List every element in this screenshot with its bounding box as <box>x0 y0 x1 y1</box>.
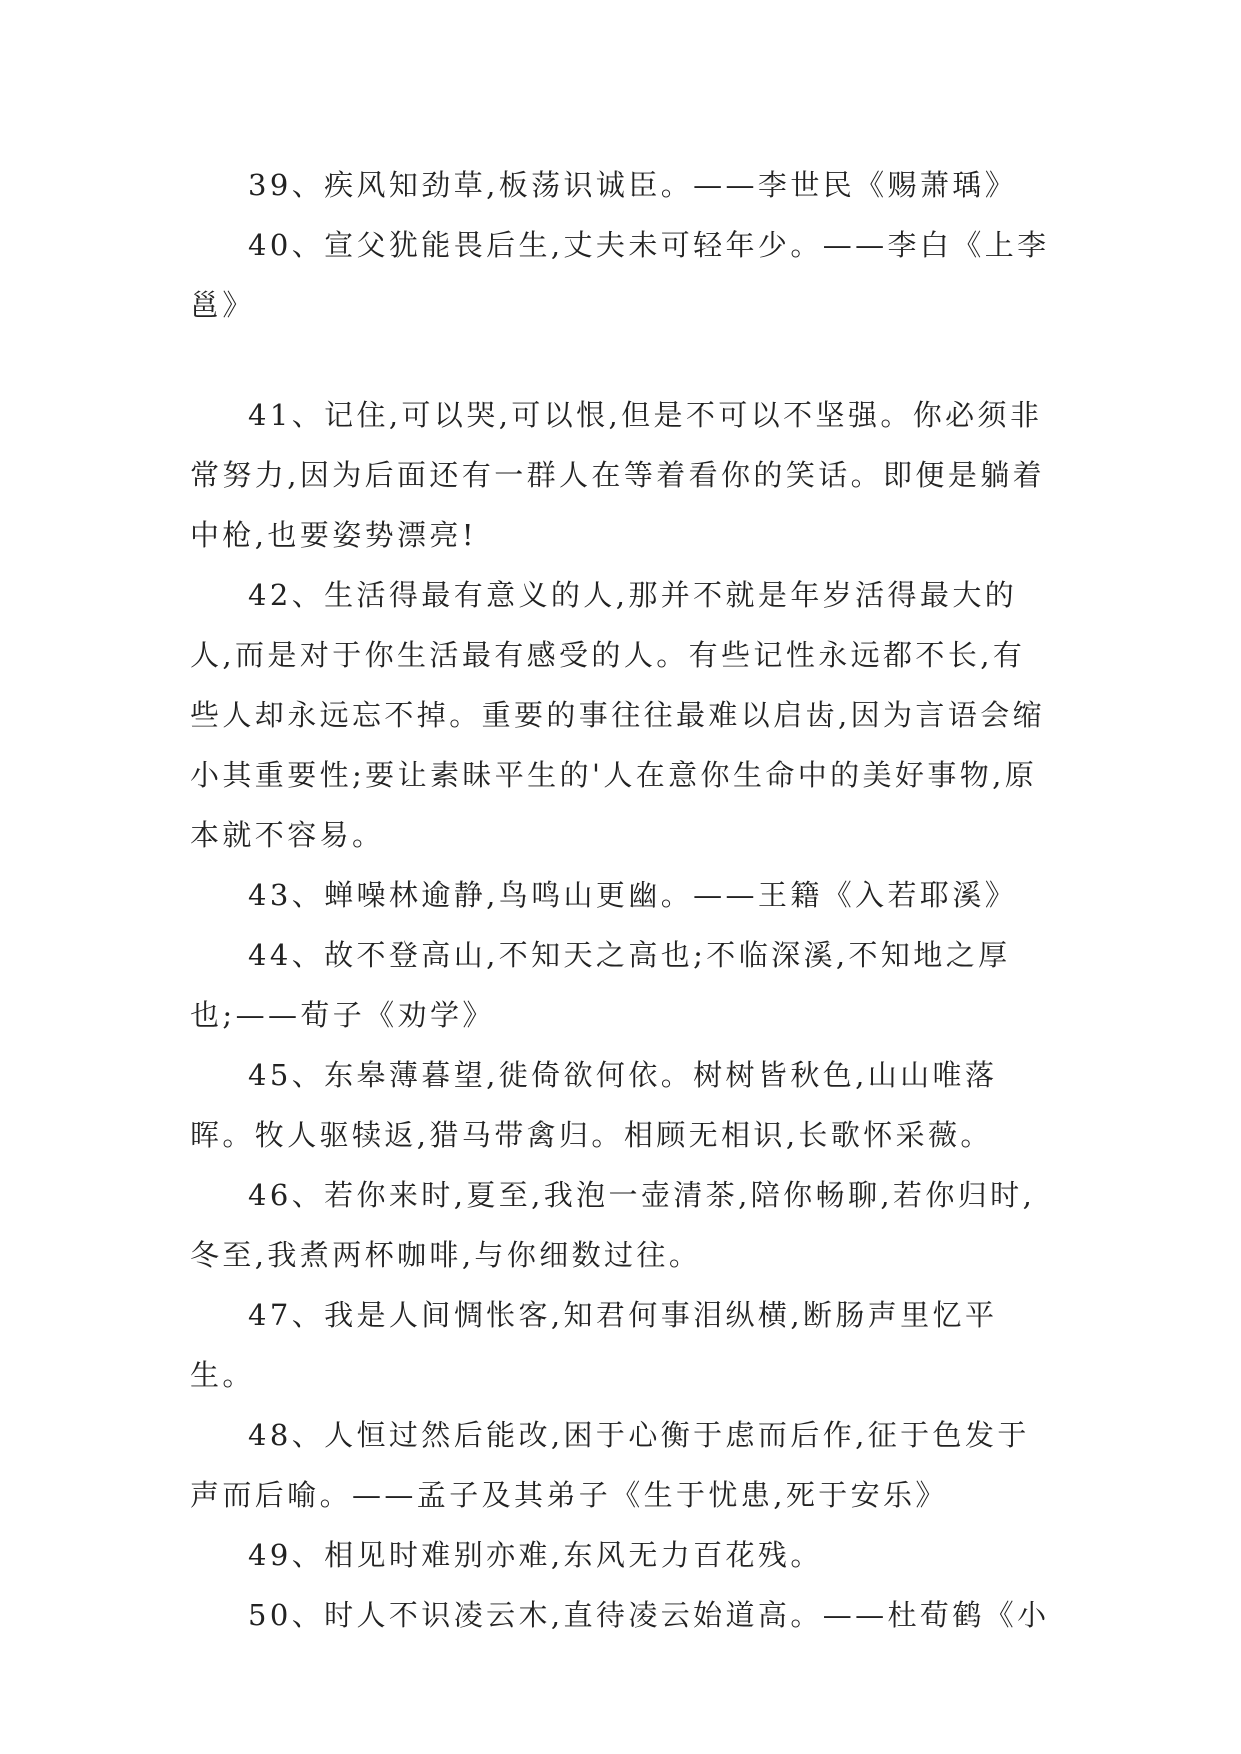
quote-45: 45、东皋薄暮望,徙倚欲何依。树树皆秋色,山山唯落晖。牧人驱犊返,猎马带禽归。相顾无相识,长歌怀采薇。 <box>190 1058 998 1152</box>
quote-50: 50、时人不识凌云木,直待凌云始道高。——杜荀鹤《小 <box>248 1598 1050 1632</box>
quote-43: 43、蝉噪林逾静,鸟鸣山更幽。——王籍《入若耶溪》 <box>248 878 1018 912</box>
document-body <box>190 155 1050 1645</box>
quote-47: 47、我是人间惆怅客,知君何事泪纵横,断肠声里忆平生。 <box>190 1298 998 1392</box>
quote-39: 39、疾风知劲草,板荡识诚臣。——李世民《赐萧瑀》 <box>248 168 1018 202</box>
quote-40: 40、宣父犹能畏后生,丈夫未可轻年少。——李白《上李邕》 <box>190 228 1050 322</box>
quote-46: 46、若你来时,夏至,我泡一壶清茶,陪你畅聊,若你归时,冬至,我煮两杯咖啡,与你细数过往。 <box>190 1178 1036 1272</box>
quote-48: 48、人恒过然后能改,困于心衡于虑而后作,征于色发于声而后喻。——孟子及其弟子《生于忧患,死于安乐》 <box>190 1418 1030 1512</box>
paragraph-gap <box>190 335 1050 385</box>
quote-42: 42、生活得最有意义的人,那并不就是年岁活得最大的人,而是对于你生活最有感受的人。有些记性永远都不长,有些人却永远忘不掉。重要的事往往最难以启齿,因为言语会缩小其重要性;要让素昧平生的'人在意你生命中的美好事物,原本就不容易。 <box>190 578 1046 852</box>
quote-49: 49、相见时难别亦难,东风无力百花残。 <box>248 1538 823 1572</box>
quote-41: 41、记住,可以哭,可以恨,但是不可以不坚强。你必须非常努力,因为后面还有一群人在等着看你的笑话。即便是躺着中枪,也要姿势漂亮! <box>190 398 1046 552</box>
quote-44: 44、故不登高山,不知天之高也;不临深溪,不知地之厚也;——荀子《劝学》 <box>190 938 1011 1032</box>
